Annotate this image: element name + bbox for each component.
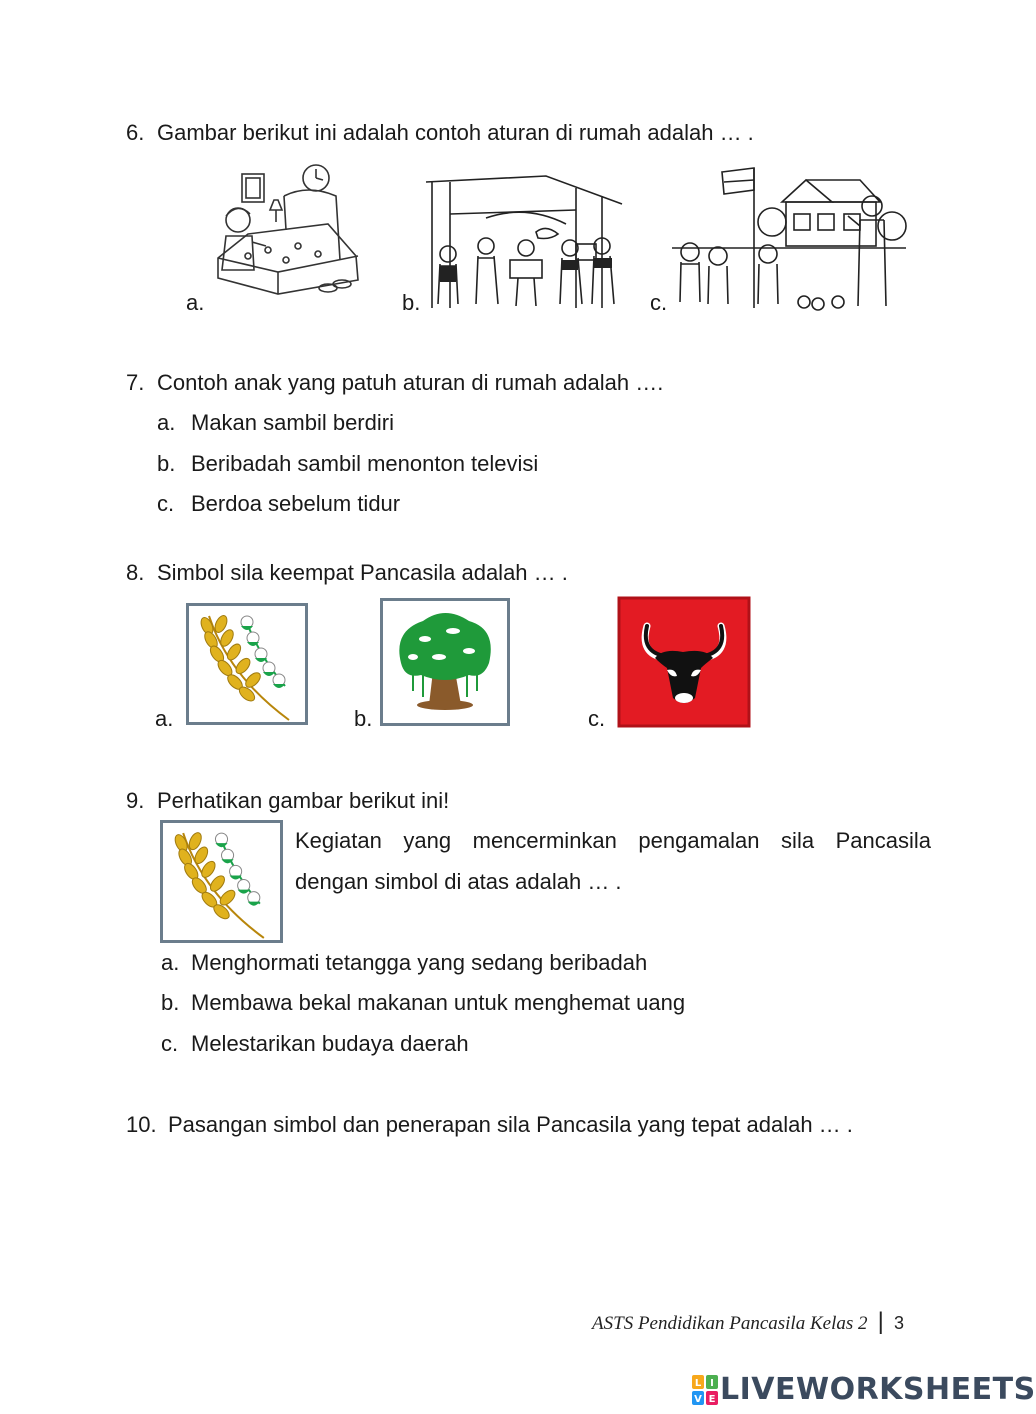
option-label: c.: [650, 290, 668, 315]
flag-ceremony-illustration: [672, 162, 906, 310]
banyan-tree-icon: [383, 601, 507, 723]
rice-cotton-icon: [163, 823, 280, 940]
option-label: c.: [588, 706, 606, 731]
option-label: a.: [155, 706, 174, 731]
option-text: Berdoa sebelum tidur: [191, 491, 401, 516]
page-footer: [500, 1308, 904, 1336]
option-label: b.: [354, 706, 373, 731]
option-label: b.: [161, 990, 180, 1015]
question-text: Gambar berikut ini adalah contoh aturan di rumah adalah … .: [157, 120, 754, 145]
option-label: c.: [157, 491, 175, 516]
bull-head-icon: [619, 598, 749, 726]
option-label: b.: [402, 290, 421, 315]
question-text: Contoh anak yang patuh aturan di rumah adalah ….: [157, 370, 664, 395]
rice-cotton-frame: [186, 603, 308, 725]
rice-cotton-icon: [189, 606, 305, 722]
option-label: c.: [161, 1031, 179, 1056]
question-number: 9.: [126, 788, 145, 813]
footer-separator: |: [877, 1308, 884, 1335]
badge-letter: L: [694, 1377, 702, 1389]
question-number: 10.: [126, 1112, 157, 1137]
question-prompt-line: dengan simbol di atas adalah … .: [295, 869, 622, 894]
question-text: Perhatikan gambar berikut ini!: [157, 788, 450, 813]
question-text: Pasangan simbol dan penerapan sila Pancasila yang tepat adalah … .: [168, 1112, 853, 1137]
question-number: 6.: [126, 120, 145, 145]
question-number: 7.: [126, 370, 145, 395]
page-number: 3: [893, 1313, 904, 1333]
option-text: Makan sambil berdiri: [191, 410, 394, 435]
option-text: Beribadah sambil menonton televisi: [191, 451, 539, 476]
child-making-bed-illustration: [208, 160, 368, 310]
question-prompt-line: Kegiatan yang mencerminkan pengamalan sila Pancasila: [295, 828, 931, 853]
badge-letter: E: [708, 1393, 716, 1405]
badge-letter: I: [710, 1377, 714, 1389]
option-text: Membawa bekal makanan untuk menghemat uang: [191, 990, 686, 1015]
option-label: b.: [157, 451, 176, 476]
liveworksheets-badge-icon: [692, 1375, 718, 1405]
option-label: a.: [186, 290, 205, 315]
question-text: Simbol sila keempat Pancasila adalah … .: [157, 560, 568, 585]
badge-letter: V: [694, 1393, 702, 1405]
option-text: Menghormati tetangga yang sedang beribadah: [191, 950, 648, 975]
option-text: Melestarikan budaya daerah: [191, 1031, 469, 1056]
kids-cleaning-building-illustration: [426, 174, 622, 310]
banyan-tree-frame: [380, 598, 510, 726]
option-label: a.: [161, 950, 180, 975]
question-number: 8.: [126, 560, 145, 585]
liveworksheets-brand: LIVEWORKSHEETS: [720, 1372, 1036, 1407]
rice-cotton-frame: [160, 820, 283, 943]
liveworksheets-logo[interactable]: [692, 1372, 1036, 1407]
footer-title: ASTS Pendidikan Pancasila Kelas 2: [592, 1313, 868, 1334]
option-label: a.: [157, 410, 176, 435]
